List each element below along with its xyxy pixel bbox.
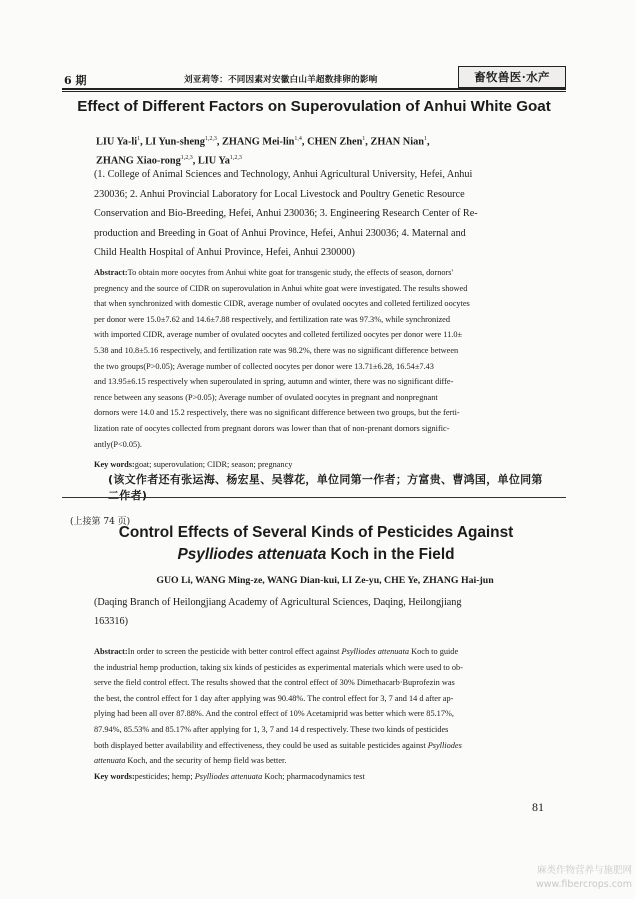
affiliation-line: Child Health Hospital of Anhui Province, Hefei, Anhui 230000) <box>94 247 355 259</box>
site-watermark: 麻类作物营养与施肥网 www.fibercrops.com <box>535 865 632 890</box>
author-name: LIU Ya <box>197 155 230 167</box>
abstract-line: 87.94%, 85.53% and 85.17% after applying for 1, 3, 7 and 14 d respectively. These two kinds of pesticides <box>94 724 449 734</box>
article2-keywords: Key words:pesticides; hemp; Psylliodes attenuata Koch; pharmacodynamics test <box>94 772 365 781</box>
author-affiliation-mark: 1,4 <box>294 136 302 142</box>
header-rule-thin <box>62 91 566 92</box>
abstract-line: the industrial hemp production, taking six kinds of pesticides as experimental materials which were used to ob- <box>94 662 463 672</box>
abstract-line: the best, the control effect for 1 day after applying was 90.48%. The control effect for 3, 7 and 14 d after ap- <box>94 693 454 703</box>
abstract-line: 5.38 and 10.8±5.16 respectively, and fertilization rate was 98.2%, there was no significant difference between <box>94 345 459 355</box>
affiliation-line: production and Breeding in Goat of Anhui Province, Hefei, Anhui 230036; 4. Maternal and <box>94 227 466 239</box>
article2-title-line2: Psylliodes attenuata Koch in the Field <box>177 546 455 563</box>
abstract-line: lization rate of oocytes collected from pregnant dorors was lower than that of non-prenant dornors signific- <box>94 423 450 433</box>
abstract-line: pregnency and the source of CIDR on superovulation in Anhui white goat were investigated. The results showed <box>94 283 468 293</box>
affiliation-line: Conservation and Bio-Breeding, Hefei, Anhui 230036; 3. Engineering Research Center of Re- <box>94 208 478 220</box>
abstract-line: with imported CIDR, average number of ovulated oocytes and colleted fertilized oocytes per donor were 11.0± <box>94 330 463 340</box>
author-name: ZHANG Xiao-rong <box>96 155 181 167</box>
affiliation-line: 163316) <box>94 616 128 627</box>
coauthor-handwritten-note: (该文作者还有张运海、杨宏星、吴蓉花，单位同第一作者；方富贵、曹鸿国，单位同第二作者) <box>108 473 543 502</box>
abstract-label: Abstract: <box>94 647 128 656</box>
abstract-line: the two groups(P>0.05); Average number of collected oocytes per donor were 13.71±6.28, 16.54±7.43 <box>94 361 434 371</box>
article2-affiliation <box>94 593 548 631</box>
author-affiliation-mark: 1 <box>423 136 427 142</box>
abstract-line: that when synchronized with domestic CIDR, average number of ovulated oocytes and colleted fertilized oocytes <box>94 299 470 309</box>
article2-title-line1: Control Effects of Several Kinds of Pesticides Against <box>118 524 514 541</box>
article1-authors-line2: ZHANG Xiao-rong$^{1,2,3}$, LIU Ya$^{1,2,3}$ <box>96 155 242 167</box>
author-name: LI Yun-sheng <box>145 136 205 148</box>
author-name: ZHANG Mei-lin <box>222 136 295 148</box>
continuation-note: (上接第 74 页) <box>70 517 131 527</box>
author-affiliation-mark: 1 <box>362 136 366 142</box>
author-affiliation-mark: 1 <box>137 136 141 142</box>
affiliation-line: (1. College of Animal Sciences and Technology, Anhui Agricultural University, Hefei, Anhui <box>94 169 473 180</box>
abstract-line: antly(P<0.05). <box>94 439 143 449</box>
abstract-line: attenuata Koch, and the security of hemp field was better. <box>94 756 287 766</box>
author-name: LIU Ya-li <box>96 136 138 148</box>
page-number: 81 <box>532 800 544 814</box>
keywords-label: Key words: <box>94 460 135 469</box>
author-affiliation-mark: 1,2,3 <box>229 155 242 161</box>
author-affiliation-mark: 1,2,3 <box>180 155 193 161</box>
abstract-line: both displayed better availability and effectiveness, they could be used as suitable pesticides against Psylliodes <box>94 740 462 750</box>
affiliation-line: (Daqing Branch of Heilongjiang Academy of Agricultural Sciences, Daqing, Heilongjiang <box>94 597 462 608</box>
author-affiliation-mark: 1,2,3 <box>204 136 217 142</box>
author-name: CHEN Zhen <box>307 136 363 148</box>
running-title: 刘亚莉等：不同因素对安徽白山羊超数排卵的影响 <box>184 75 378 85</box>
keywords-label: Key words: <box>94 772 135 781</box>
section-badge: 畜牧兽医·水产 <box>458 66 566 88</box>
abstract-line: plying had been all over 87.88%. And the control effect of 10% Acetamiprid was better which were 85.17%, <box>94 709 454 719</box>
article2-abstract <box>94 644 548 769</box>
abstract-line: Abstract:To obtain more oocytes from Anhui white goat for transgenic study, the effects of season, dornors' <box>94 268 453 277</box>
article-separator <box>62 497 566 498</box>
abstract-line: serve the field control effect. The results showed that the control effect of 30% Dimethacarb·Buprofezin was <box>94 678 455 688</box>
header-rule <box>62 88 566 90</box>
article1-abstract <box>94 265 548 452</box>
article1-keywords: Key words:goat; superovulation; CIDR; season; pregnancy <box>94 460 293 469</box>
article1-authors-line1: LIU $Ya-li^1$, LI Yun-sheng$^{1,2,3}$, ZHANG Mei-lin$^{1,4}$, CHEN Zhen$^1$, ZHAN Nian$^1$, <box>96 136 430 148</box>
author-name: ZHAN Nian <box>370 136 424 148</box>
abstract-label: Abstract: <box>94 268 128 277</box>
abstract-line: and 13.95±6.15 respectively when superoulated in spring, autumn and winter, there was no significant diffe- <box>94 377 454 387</box>
abstract-line: per donor were 15.0±7.62 and 14.6±7.88 respectively, and fertilization rate was 97.3%, while synchronized <box>94 314 451 324</box>
abstract-line: Abstract:In order to screen the pesticide with better control effect against Psylliodes attenuata Koch to guide <box>94 647 459 656</box>
article2-authors: GUO Li, WANG Ming-ze, WANG Dian-kui, LI Ze-yu, CHE Ye, ZHANG Hai-jun <box>156 575 494 586</box>
affiliation-line: 230036; 2. Anhui Provincial Laboratory for Local Livestock and Poultry Genetic Resource <box>94 188 465 200</box>
article1-affiliation <box>94 165 546 263</box>
issue-number: 6 期 <box>64 74 87 87</box>
abstract-line: rence between any seasons (P>0.05); Average number of ovulated oocytes in pregnant and nonpregnant <box>94 392 438 402</box>
article1-title: Effect of Different Factors on Superovulation of Anhui White Goat <box>77 98 551 115</box>
abstract-line: dornors were 14.0 and 15.2 respectively, there was no significant difference between two groups, but the ferti- <box>94 408 460 418</box>
